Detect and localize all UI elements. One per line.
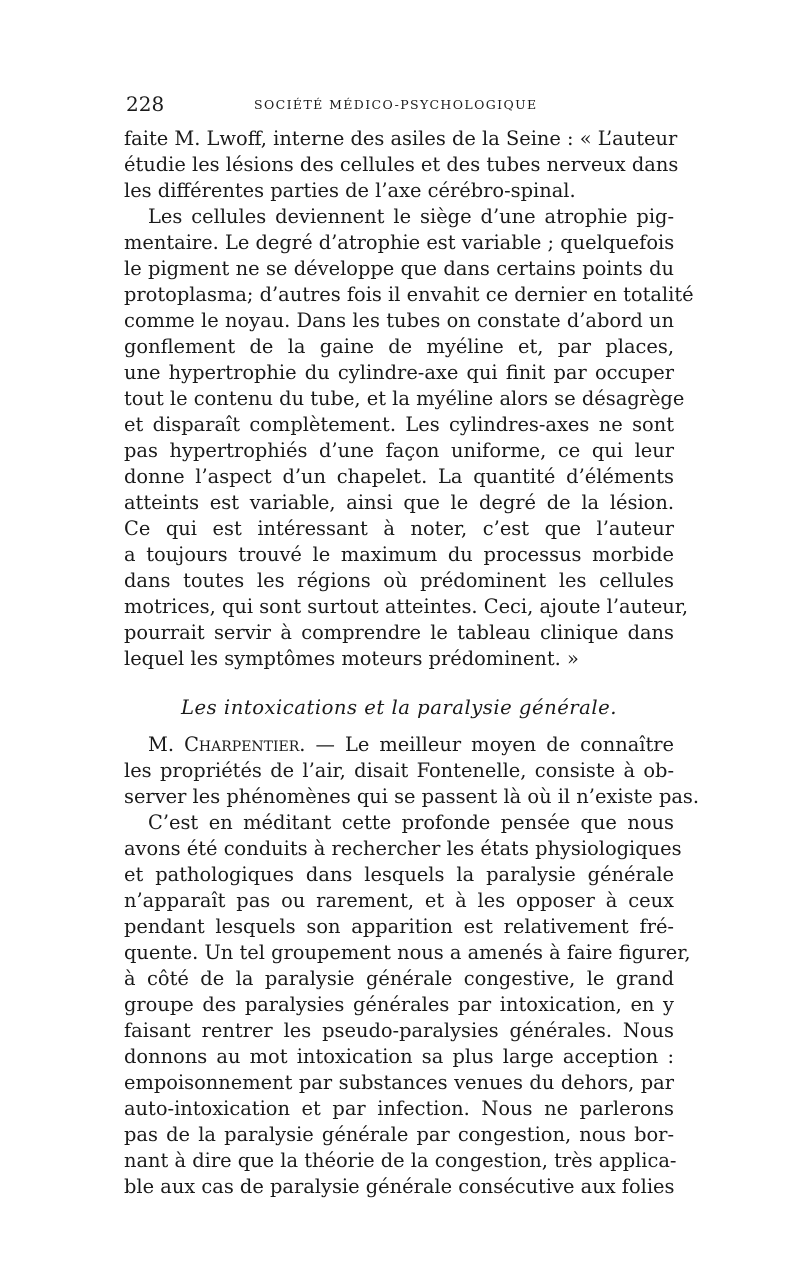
text-line: empoisonnement par substances venues du dehors, par [124, 1071, 674, 1094]
page-header [126, 92, 676, 116]
paragraph-atrophy [124, 204, 694, 672]
text-line: donnons au mot intoxication sa plus large acception : [124, 1045, 674, 1068]
text-line: Ce qui est intéressant à noter, c’est que l’auteur [124, 517, 674, 540]
text-line: groupe des paralysies générales par intoxication, en y [124, 993, 674, 1016]
text-line: quente. Un tel groupement nous a amenés à faire figurer, [124, 941, 691, 964]
section-spacer [124, 672, 674, 694]
text-line: pourrait servir à comprendre le tableau clinique dans [124, 621, 674, 644]
text-line: server les phénomènes qui se passent là où il n’existe pas. [124, 785, 700, 808]
text-line: nant à dire que la théorie de la congestion, très applica- [124, 1149, 677, 1172]
text-line: C’est en méditant cette profonde pensée que nous [148, 811, 674, 834]
text-line: pas hypertrophiés d’une façon uniforme, ce qui leur [124, 439, 674, 462]
text-line: et pathologiques dans lesquels la paralysie générale [124, 863, 674, 886]
text-line: avons été conduits à rechercher les états physiologiques [124, 837, 682, 860]
paragraph-intoxication [124, 810, 691, 1200]
text-line: pendant lesquels son apparition est relativement fré- [124, 915, 674, 938]
text-line: faite M. Lwoff, interne des asiles de la Seine : « L’auteur [124, 127, 678, 150]
text-line: atteints est variable, ainsi que le degré de la lésion. [124, 491, 674, 514]
text-line [124, 732, 674, 758]
text-line: à côté de la paralysie générale congestive, le grand [124, 967, 674, 990]
paragraph-lwoff-intro [124, 126, 679, 204]
running-title: SOCIÉTÉ MÉDICO-PSYCHOLOGIQUE [254, 97, 538, 112]
text-line: comme le noyau. Dans les tubes on constate d’abord un [124, 309, 674, 332]
text-line: dans toutes les régions où prédominent les cellules [124, 569, 674, 592]
body-text [124, 126, 700, 1200]
section-spacer [124, 722, 674, 732]
text-line: auto-intoxication et par infection. Nous ne parlerons [124, 1097, 674, 1120]
page-number: 228 [126, 92, 165, 116]
text-line: une hypertrophie du cylindre-axe qui finit par occuper [124, 361, 674, 384]
text-line-rest: — Le meilleur moyen de connaître [305, 733, 674, 756]
text-line: mentaire. Le degré d’atrophie est variable ; quelquefois [124, 231, 675, 254]
text-line: n’apparaît pas ou rarement, et à les opposer à ceux [124, 889, 674, 912]
text-line: gonflement de la gaine de myéline et, par places, [124, 335, 674, 358]
text-line: a toujours trouvé le maximum du processus morbide [124, 543, 674, 566]
text-line: ble aux cas de paralysie générale consécutive aux folies [124, 1175, 675, 1198]
text-line: le pigment ne se développe que dans certains points du [124, 257, 674, 280]
paragraph-charpentier [124, 732, 700, 810]
text-line: donne l’aspect d’un chapelet. La quantité d’éléments [124, 465, 674, 488]
text-line: les propriétés de l’air, disait Fontenelle, consiste à ob- [124, 759, 674, 782]
text-line: lequel les symptômes moteurs prédominent. » [124, 647, 579, 670]
text-line: pas de la paralysie générale par congestion, nous bor- [124, 1123, 674, 1146]
text-line: protoplasma; d’autres fois il envahit ce dernier en totalité [124, 283, 694, 306]
text-line: Les cellules deviennent le siège d’une atrophie pig- [148, 205, 674, 228]
text-line: les différentes parties de l’axe cérébro-spinal. [124, 179, 576, 202]
speaker-name: M. Charpentier. [148, 733, 306, 756]
text-line: et disparaît complètement. Les cylindres-axes ne sont [124, 413, 674, 436]
text-line: tout le contenu du tube, et la myéline alors se désagrège [124, 387, 685, 410]
text-line: étudie les lésions des cellules et des tubes nerveux dans [124, 153, 679, 176]
text-line: motrices, qui sont surtout atteintes. Ceci, ajoute l’auteur, [124, 595, 689, 618]
section-title: Les intoxications et la paralysie générale. [181, 696, 617, 719]
text-line: faisant rentrer les pseudo-paralysies générales. Nous [124, 1019, 674, 1042]
